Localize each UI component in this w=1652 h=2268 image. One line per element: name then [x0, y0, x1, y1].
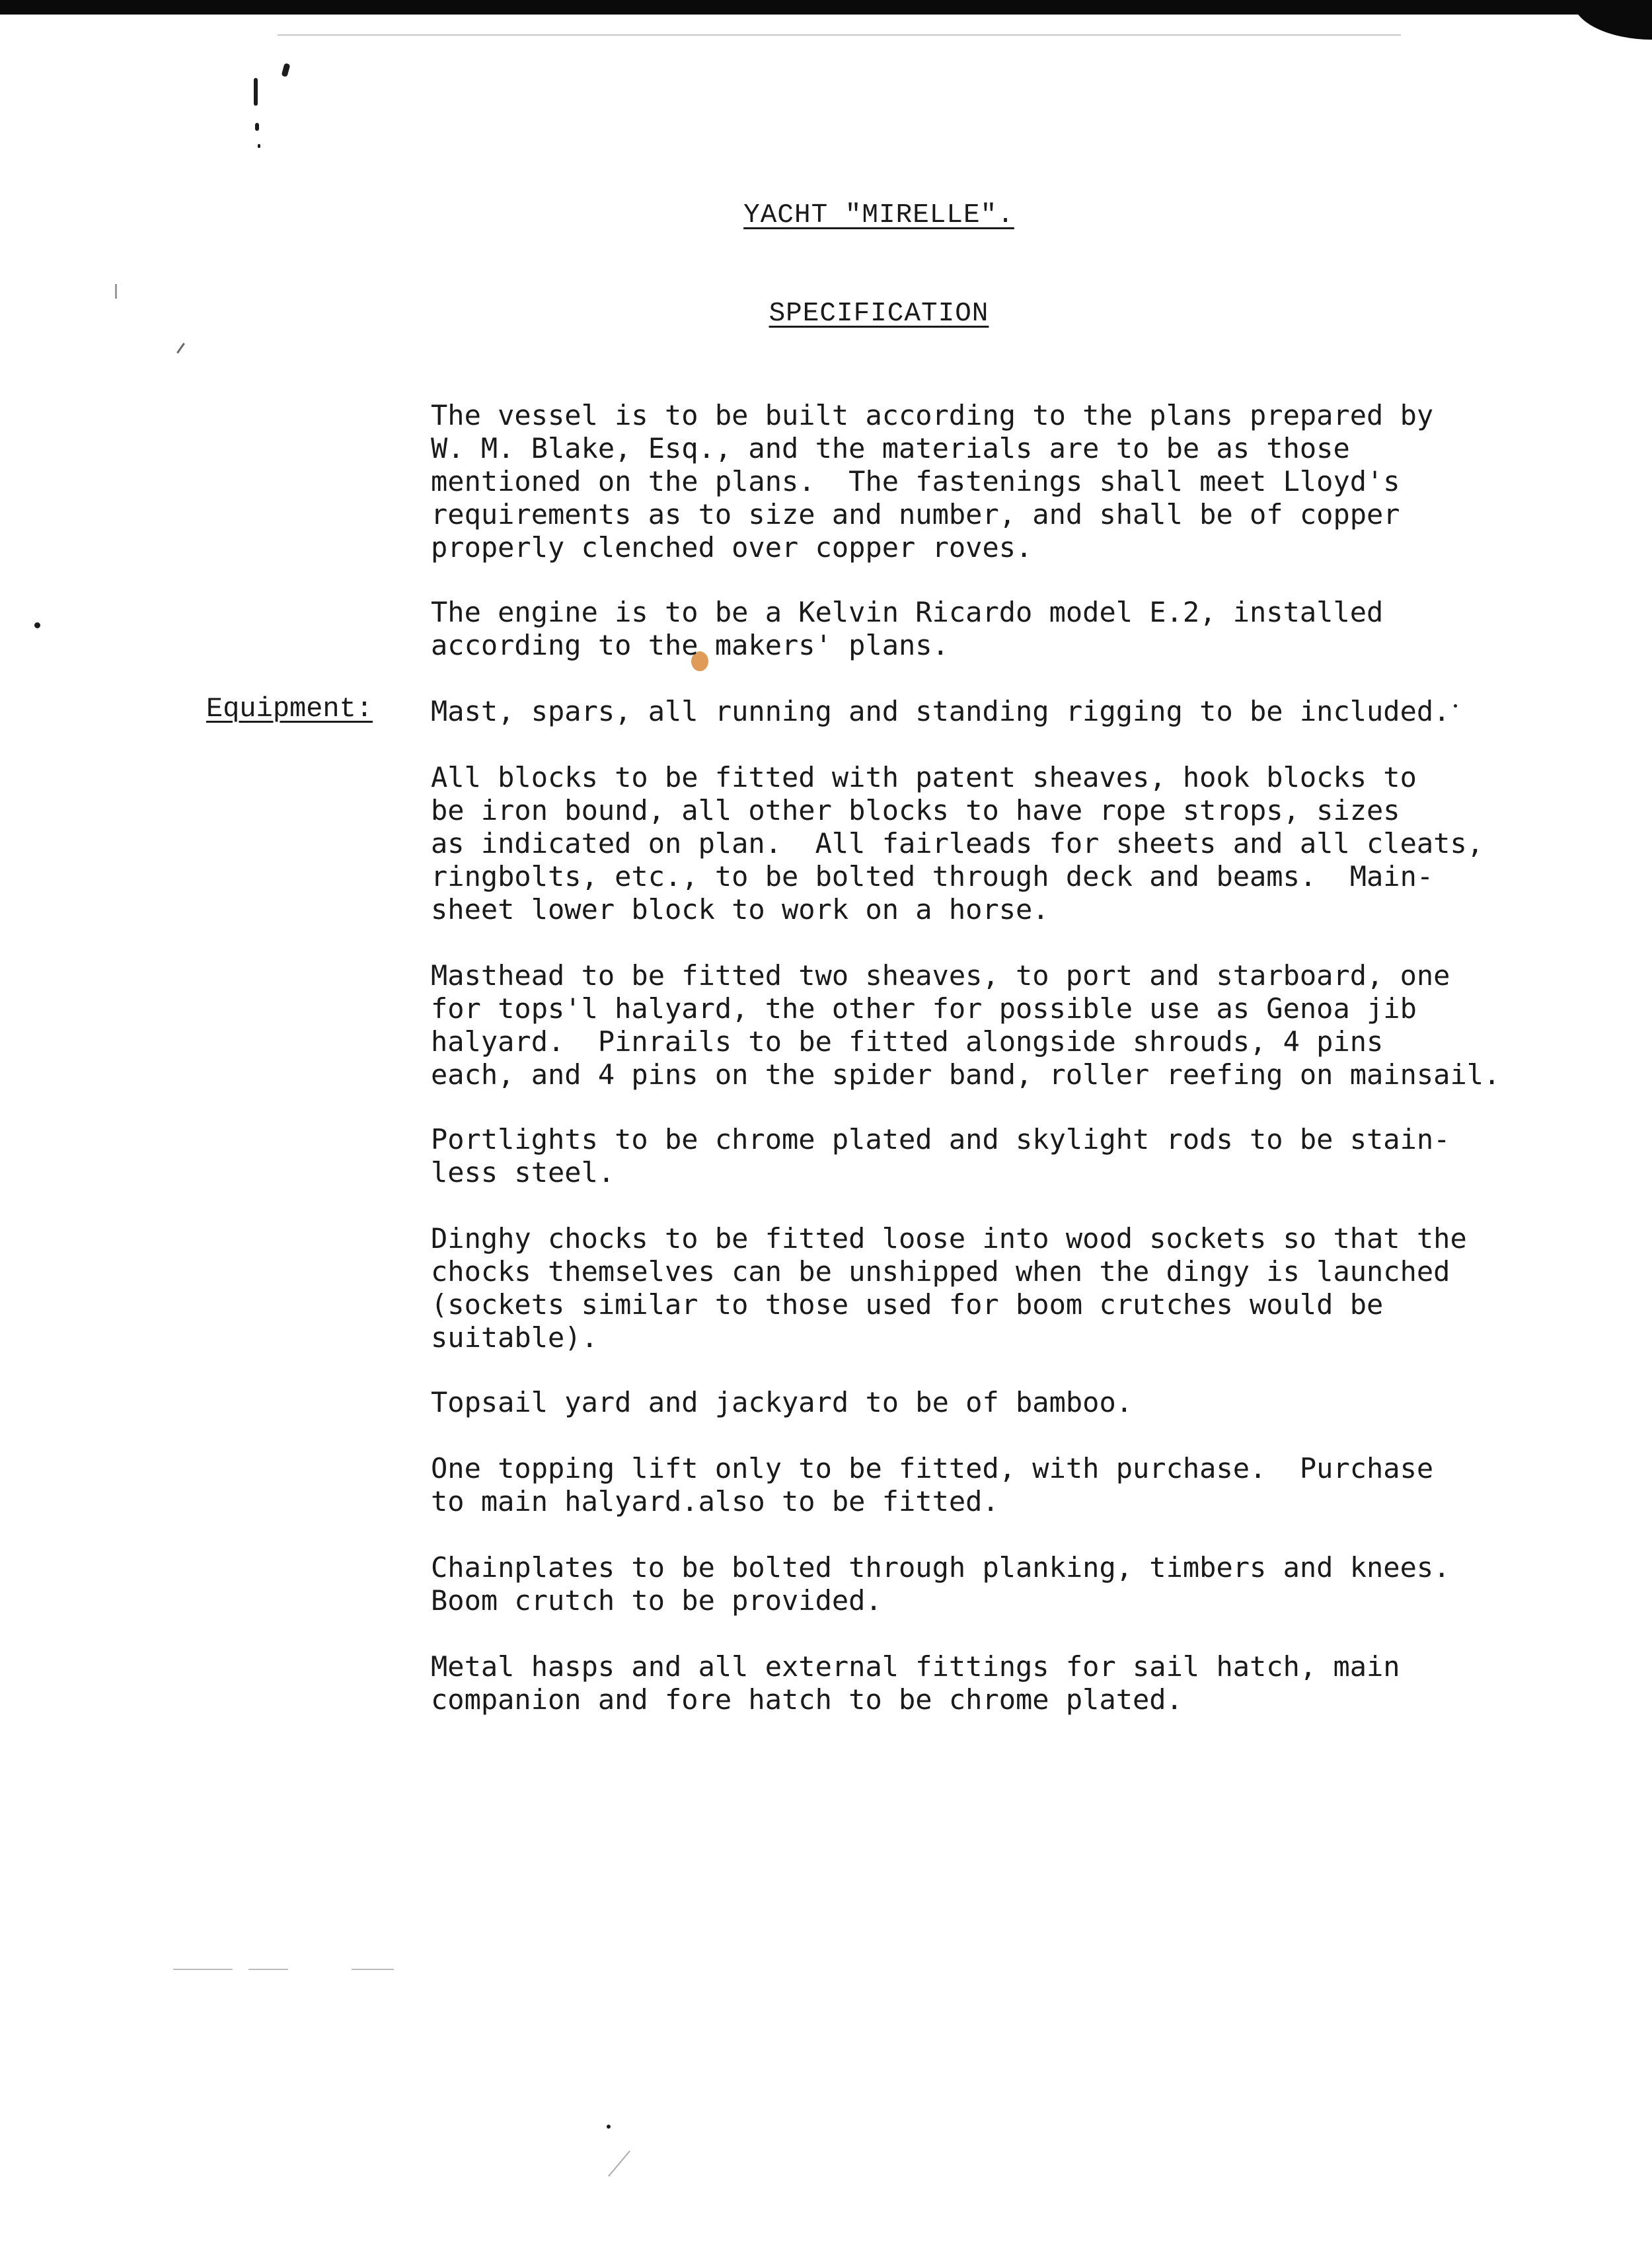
paragraph-topping-lift: One topping lift only to be fitted, with purchase. Purchase to main halyard.also to be fitted.: [431, 1452, 1434, 1518]
ink-mark: [254, 78, 258, 106]
paragraph-engine: The engine is to be a Kelvin Ricardo model E.2, installed according to the makers' plans.: [431, 596, 1384, 661]
paragraph-portlights: Portlights to be chrome plated and skylight rods to be stain- less steel.: [431, 1123, 1450, 1189]
paragraph-chainplates: Chainplates to be bolted through planking, timbers and knees. Boom crutch to be provided.: [431, 1551, 1450, 1617]
ink-mark: [34, 622, 40, 628]
paragraph-topsail-yard: Topsail yard and jackyard to be of bamboo.: [431, 1386, 1133, 1418]
scan-smudge: [352, 1969, 394, 1970]
paragraph-metal-hasps: Metal hasps and all external fittings for sail hatch, main companion and fore hatch to be chrome plated.: [431, 1650, 1400, 1716]
scan-corner-shadow: [1573, 0, 1652, 40]
document-title: YACHT "MIRELLE".: [743, 200, 1014, 231]
document-subtitle: SPECIFICATION: [769, 299, 989, 329]
scan-top-border: [0, 0, 1652, 15]
paragraph-blocks: All blocks to be fitted with patent sheaves, hook blocks to be iron bound, all other blocks to have rope strops, sizes as indicated on plan. All fairleads for sheets and all cleats, ringbolts, etc., to be bolted through deck and beams. Main- sheet lower block to work on a horse.: [431, 761, 1484, 926]
ink-mark: [282, 63, 291, 77]
ink-mark: [608, 2150, 630, 2177]
ink-mark: [258, 144, 260, 148]
paragraph-dinghy-chocks: Dinghy chocks to be fitted loose into wood sockets so that the chocks themselves can be unshipped when the dingy is launched (sockets similar to those used for boom crutches would be suitable).: [431, 1222, 1467, 1354]
scan-artifact-line: [278, 34, 1401, 36]
scan-smudge: [248, 1969, 288, 1970]
ink-mark: [115, 284, 117, 299]
scan-smudge: [173, 1969, 233, 1970]
ink-mark: [255, 123, 259, 131]
ink-mark: [176, 343, 185, 353]
equipment-section-label: Equipment:: [206, 693, 373, 725]
paragraph-mast-spars: Mast, spars, all running and standing rigging to be included.: [431, 695, 1450, 727]
ink-mark: [607, 2125, 611, 2129]
paragraph-construction: The vessel is to be built according to the plans prepared by W. M. Blake, Esq., and the materials are to be as those mentioned on the plans. The fastenings shall meet Lloyd's requirements as to size and number, and shall be of copper properly clenched over copper roves.: [431, 399, 1434, 564]
paragraph-masthead: Masthead to be fitted two sheaves, to port and starboard, one for tops'l halyard, the other for possible use as Genoa jib halyard. Pinrails to be fitted alongside shrouds, 4 pins each, and 4 pins on the spider band, roller reefing on mainsail.: [431, 959, 1501, 1091]
